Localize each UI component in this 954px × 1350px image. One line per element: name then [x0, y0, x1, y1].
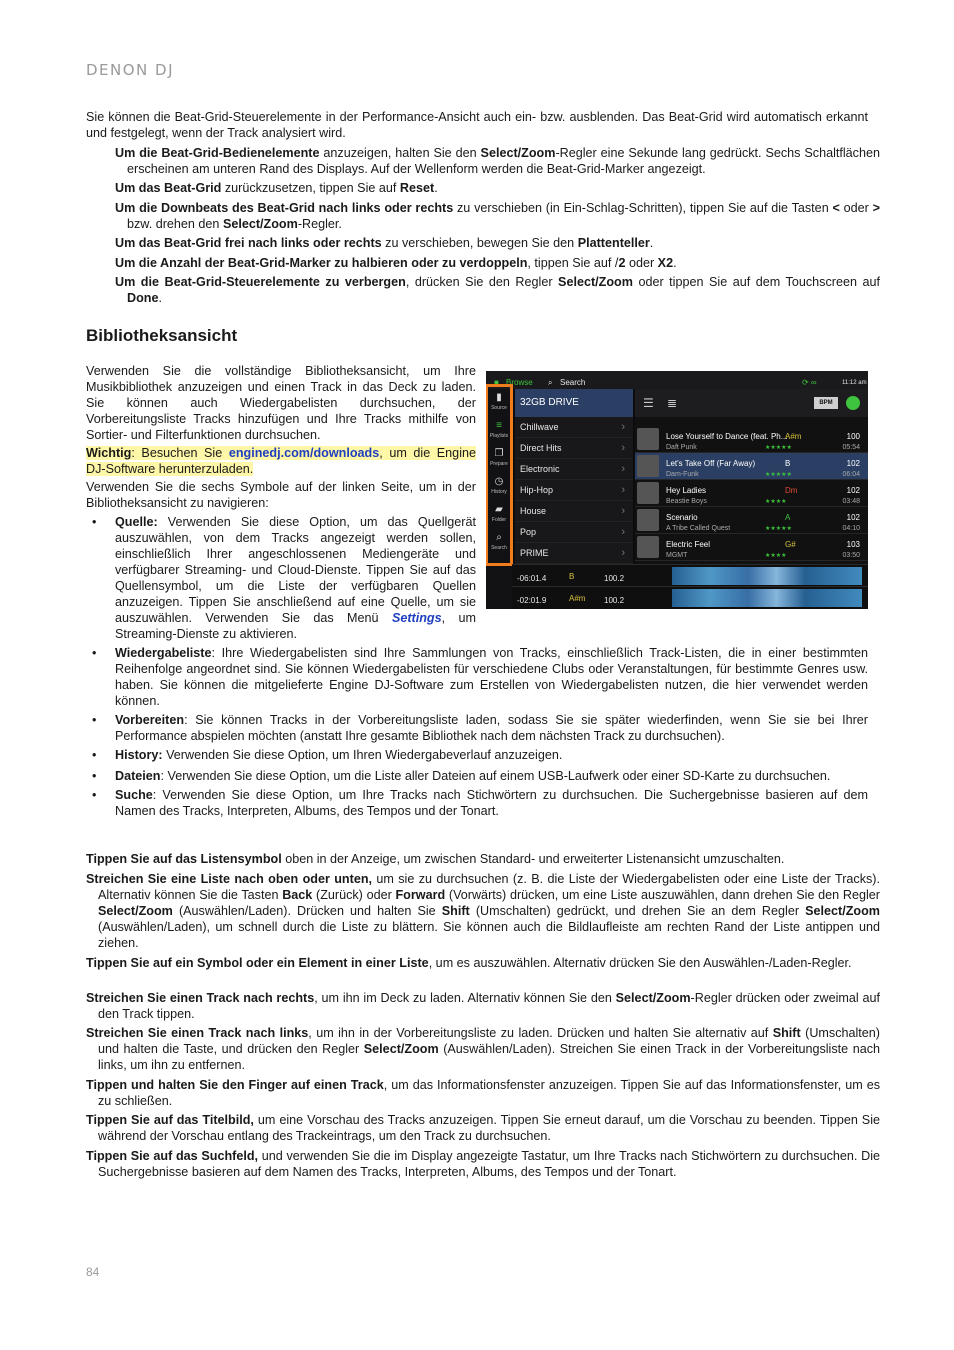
- highlight-box: [486, 384, 513, 566]
- gesture-hold: Tippen und halten Sie den Finger auf einen Track, um das Informationsfenster anzuzeigen. Tippen Sie auf das Informationsfenster, um es zu schließen.: [86, 1078, 880, 1108]
- bullet-list-source: [86, 514, 476, 645]
- list-item[interactable]: Direct Hits ›: [515, 438, 633, 459]
- deck-2: -02:01.9 A#m 100.2: [512, 586, 868, 609]
- cover-art[interactable]: [637, 428, 659, 450]
- table-row[interactable]: Hey Ladies Beastie Boys Dm 102 ★★★★ 03:48: [635, 480, 868, 507]
- list-item: • Quelle: Verwenden Sie diese Option, um das Quellgerät auszuwählen, von dem Tracks angezeigt werden sollen, einschließlich Ihrer angeschlossenen Mediengeräte und verfügbarer Streaming- und Cloud-Dienste. Tippen Sie auf das Quellensymbol, um die Liste der verfügbaren Quellen anzuzeigen. Tippen Sie anschließend auf eine Quelle, um sie auszuwählen. Verwenden Sie das Menü Settings, um Streaming-Dienste zu aktivieren.: [86, 514, 476, 642]
- list-item: • Suche: Verwenden Sie diese Option, um Ihre Tracks nach Stichwörtern zu durchsuchen. Die Suchergebnisse basieren auf dem Namen des Tracks, Interpreten, Albums, des Tempos und der Tonart.: [86, 787, 868, 819]
- brand-logo: DENON DJ: [86, 61, 175, 79]
- list-view-icon[interactable]: ☰: [643, 396, 654, 410]
- list-item: • Wiedergabeliste: Ihre Wiedergabelisten sind Ihre Sammlungen von Tracks, einschließlich Track-Listen, die in einer bestimmten Reihenfolge angeordnet sind. Sie können Wiedergabelisten für verschiedene Clubs oder Veranstaltungen, für bestimmte Genres usw. haben. Sie können die mitgelieferte Engine DJ-Software zum Erstellen von Wiedergabelisten nutzen, die hier verwendet werden können.: [86, 645, 868, 709]
- cover-art[interactable]: [637, 509, 659, 531]
- drive-header: 32GB DRIVE: [515, 389, 633, 417]
- downloads-link[interactable]: enginedj.com/downloads: [228, 446, 380, 460]
- gesture-swipe-list: Streichen Sie eine Liste nach oben oder unten, um sie zu durchsuchen (z. B. die Liste der Wiedergabelisten oder eine Liste der Tracks). Alternativ können Sie die Tasten Back (Zurück) oder Forward (Vorwärts) drücken, um eine Liste auszuwählen, dann drehen Sie den Regler Select/Zoom (Auswählen/Laden). Drücken und halten Sie Shift (Umschalten) gedrückt, und drehen Sie an dem Regler Select/Zoom (Auswählen/Laden), um schnell durch die Liste zu blättern. Sie können auch die Bildlaufleiste am rechten Rand der Liste antippen und ziehen.: [86, 872, 880, 950]
- prepare-icon: ❐: [494, 448, 504, 459]
- gesture-search: Tippen Sie auf das Suchfeld, und verwenden Sie die im Display angezeigte Tastatur, um Ihre Tracks nach Stichwörtern zu durchsuchen. Die Suchergebnisse basieren auf dem Namen des Tracks, Interpreten, Albums, des Tempos und der Tonart.: [86, 1149, 880, 1179]
- waveform[interactable]: [672, 567, 862, 585]
- search-button[interactable]: ⌕ Search: [488, 531, 510, 557]
- tip-note: Wichtig: Besuchen Sie enginedj.com/downloads, um die Engine DJ-Software herunterzuladen.: [86, 446, 476, 476]
- track-header: [635, 389, 868, 417]
- waveform[interactable]: [672, 589, 862, 607]
- browse-icon: ■: [494, 378, 499, 387]
- browse-label: Browse: [506, 378, 533, 387]
- folder-icon: ▰: [495, 504, 503, 515]
- table-row[interactable]: Scenario A Tribe Called Quest A 102 ★★★★★ 04:10: [635, 507, 868, 534]
- table-row[interactable]: Let's Take Off (Far Away) Dam-Funk B 102 ★★★★★ 06:04: [635, 453, 868, 480]
- list-item[interactable]: Pop ›: [515, 522, 633, 543]
- gesture-cover: Tippen Sie auf das Titelbild, um eine Vorschau des Tracks anzuzeigen. Tippen Sie erneut darauf, um die Vorschau zu beenden. Tippen Sie während der Vorschau entlang des Trackeintrags, um den Track zu durchsuchen.: [86, 1113, 880, 1143]
- gesture-list-icon: Tippen Sie auf das Listensymbol oben in der Anzeige, um zwischen Standard- und erweiterter Listenansicht umzuschalten.: [86, 852, 785, 866]
- search-icon: ⌕: [496, 532, 502, 543]
- beatgrid-item-reset: Um das Beat-Grid zurückzusetzen, tippen Sie auf Reset.: [115, 181, 438, 195]
- playlists-button[interactable]: ≡ Playlists: [489, 420, 509, 439]
- beatgrid-item-free: Um das Beat-Grid frei nach links oder rechts zu verschieben, bewegen Sie den Plattenteller.: [115, 236, 654, 250]
- list-item: • History: Verwenden Sie diese Option, um Ihren Wiedergabeverlauf anzuzeigen.: [86, 747, 868, 763]
- list-item: • Vorbereiten: Sie können Tracks in der Vorbereitungsliste laden, sodass Sie sie später wiederfinden, wenn Sie sie bei Ihrer Performance abspielen möchten (anstatt Ihre gesamte Bibliothek nach dem nächsten Track zu durchsuchen).: [86, 712, 868, 744]
- page-number: 84: [86, 1265, 100, 1279]
- bullet-list: [86, 645, 868, 822]
- list-item[interactable]: House ›: [515, 501, 633, 522]
- beatgrid-item-downbeats: Um die Downbeats des Beat-Grid nach links oder rechts zu verschieben (in Ein-Schlag-Schritten), tippen Sie auf die Tasten < oder > bzw. drehen den Select/Zoom-Regler.: [115, 201, 880, 231]
- beatgrid-item-show: Um die Beat-Grid-Bedienelemente anzuzeigen, halten Sie den Select/Zoom-Regler eine Sekunde lang gedrückt. Sechs Schaltflächen erscheinen am unteren Rand des Displays. Auf der Wellenform werden die Beat-Grid-Marker angezeigt.: [115, 146, 880, 176]
- extended-view-icon[interactable]: ≣: [667, 396, 678, 410]
- link-icon: ⟳ ∞: [802, 378, 817, 387]
- cover-art[interactable]: [637, 482, 659, 504]
- beatgrid-item-hide: Um die Beat-Grid-Steuerelemente zu verbergen, drücken Sie den Regler Select/Zoom oder tippen Sie auf dem Touchscreen auf Done.: [115, 275, 880, 305]
- library-nav-intro: Verwenden Sie die sechs Symbole auf der linken Seite, um in der Bibliotheksansicht zu navigieren:: [86, 480, 476, 510]
- cover-art[interactable]: [637, 536, 659, 558]
- section-heading: Bibliotheksansicht: [86, 326, 238, 345]
- search-label: Search: [560, 378, 586, 387]
- folder-button[interactable]: ▰ Folder: [488, 503, 510, 529]
- history-button[interactable]: ◷ History: [488, 475, 510, 501]
- table-row[interactable]: Lose Yourself to Dance (feat. Ph... Daft Punk A#m 100 ★★★★★ 05:54: [635, 426, 868, 453]
- prepare-button[interactable]: ❐ Prepare: [488, 447, 510, 473]
- gesture-tap-item: Tippen Sie auf ein Symbol oder ein Element in einer Liste, um es auszuwählen. Alternativ drücken Sie den Auswählen-/Laden-Regler.: [86, 956, 852, 970]
- gesture-swipe-right: Streichen Sie einen Track nach rechts, um ihn im Deck zu laden. Alternativ können Sie den Select/Zoom-Regler drücken oder zweimal auf den Track tippen.: [86, 991, 880, 1021]
- library-intro: Verwenden Sie die vollständige Bibliotheksansicht, um Ihre Musikbibliothek anzuzeigen und einen Track in das Deck zu laden. Sie können auch Wiedergabelisten durchsuchen, der Vorbereitungsliste Tracks hinzufügen und Ihre Tracks mithilfe von Sortier- und Filterfunktionen durchsuchen.: [86, 364, 476, 442]
- source-button[interactable]: ▮ Source: [488, 391, 510, 417]
- cover-art[interactable]: [637, 455, 659, 477]
- clock: 11:12 am: [842, 380, 867, 386]
- beatgrid-item-halve: Um die Anzahl der Beat-Grid-Marker zu halbieren oder zu verdoppeln, tippen Sie auf /2 oder X2.: [115, 256, 677, 270]
- bpm-button[interactable]: BPM: [814, 397, 838, 409]
- intro-paragraph: Sie können die Beat-Grid-Steuerelemente in der Performance-Ansicht auch ein- bzw. ausblenden. Das Beat-Grid wird automatisch erkannt und festgelegt, wenn der Track analysiert wird.: [86, 110, 868, 140]
- deck-1: -06:01.4 B 100.2: [512, 564, 868, 587]
- list-item[interactable]: Chillwave ›: [515, 417, 633, 438]
- list-item[interactable]: Hip-Hop ›: [515, 480, 633, 501]
- playlist-icon: ≡: [496, 420, 502, 431]
- drive-icon: ▮: [496, 392, 502, 403]
- list-item: • Dateien: Verwenden Sie diese Option, um die Liste aller Dateien auf einem USB-Laufwerk oder einer SD-Karte zu durchsuchen.: [86, 768, 868, 784]
- table-row[interactable]: Electric Feel MGMT G# 103 ★★★★ 03:50: [635, 534, 868, 561]
- load-icon[interactable]: [846, 396, 860, 410]
- screenshot-topbar: [486, 371, 868, 389]
- clock-icon: ◷: [494, 476, 504, 487]
- track-column: [635, 389, 868, 565]
- list-item[interactable]: PRIME ›: [515, 543, 633, 564]
- search-icon: ⌕: [548, 378, 553, 387]
- library-screenshot: [486, 371, 868, 609]
- settings-ref: Settings: [391, 611, 442, 625]
- gesture-swipe-left: Streichen Sie einen Track nach links, um ihn in der Vorbereitungsliste zu laden. Drücken und halten Sie alternativ auf Shift (Umschalten) und halten die Taste, und drücken den Regler Select/Zoom (Auswählen/Laden). Streichen Sie einen Track in der Vorbereitungsliste nach links, um ihn zu entfernen.: [86, 1026, 881, 1072]
- list-item[interactable]: Electronic ›: [515, 459, 633, 480]
